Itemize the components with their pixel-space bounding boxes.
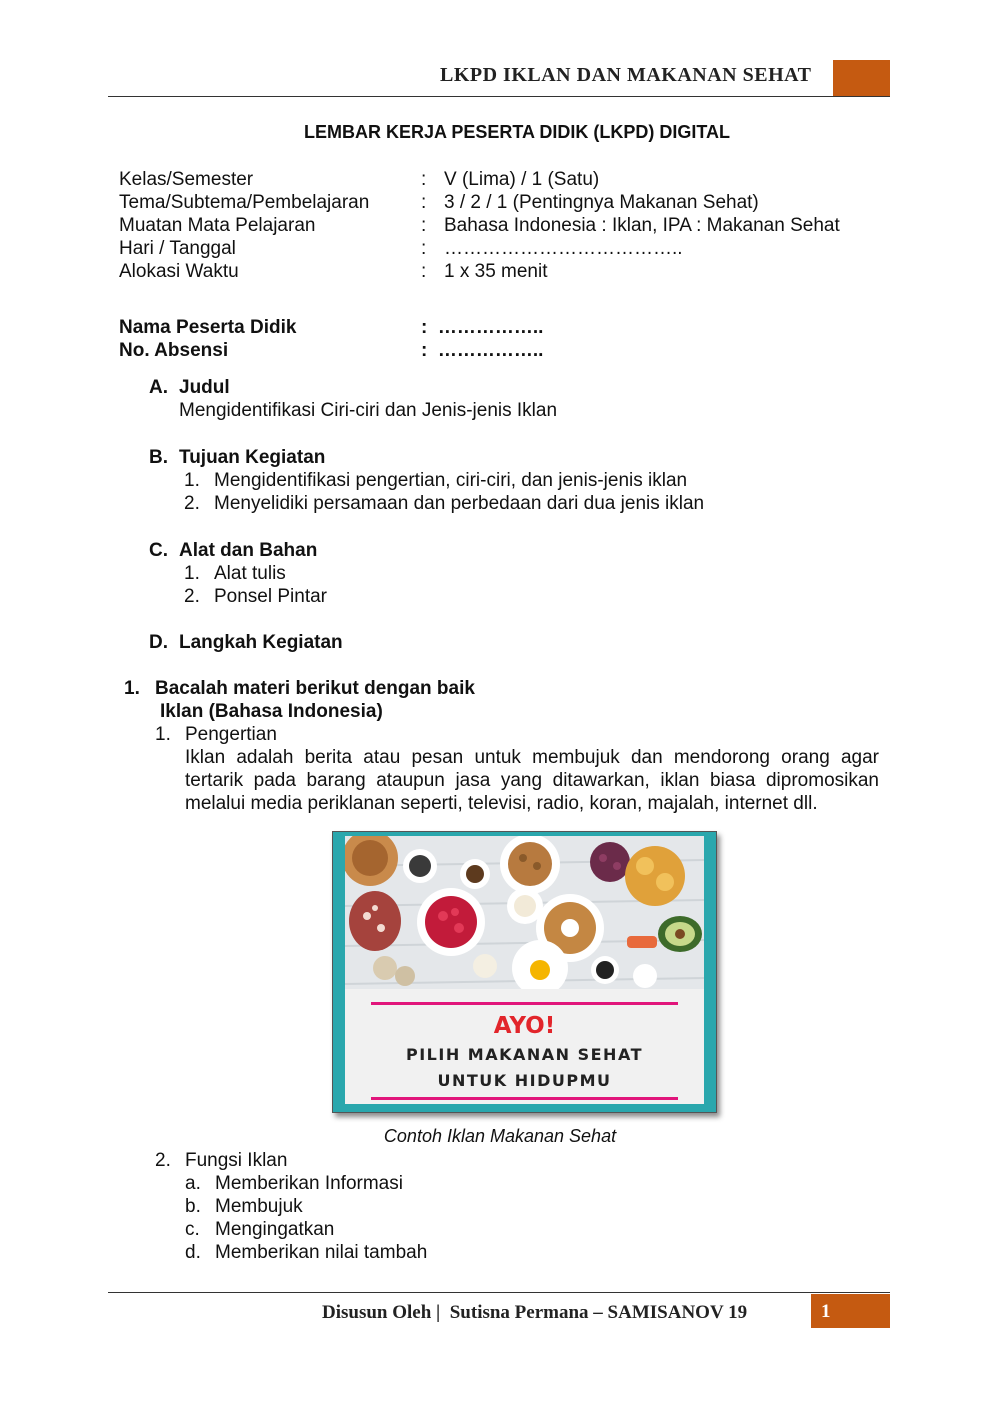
list-number: 1. [155, 724, 171, 745]
section-c-title: Alat dan Bahan [179, 540, 318, 561]
fungsi-title: Fungsi Iklan [185, 1150, 288, 1171]
header-divider [108, 96, 890, 97]
sub-marker: d. [185, 1242, 201, 1263]
student-name-field[interactable]: : …………….. [421, 317, 544, 338]
poster-line-2: UNTUK HIDUPMU [437, 1071, 612, 1090]
pengertian-line: melalui media periklanan seperti, televisi, radio, koran, majalah, internet dll. [185, 793, 818, 814]
list-item: Alat tulis [214, 563, 286, 584]
page-number: 1 [821, 1301, 831, 1322]
info-colon: : [421, 238, 427, 259]
poster-caption: Contoh Iklan Makanan Sehat [383, 1126, 617, 1146]
info-label-kelas: Kelas/Semester [119, 169, 254, 190]
info-value-hari: ……………………………….. [444, 238, 683, 259]
info-label-muatan: Muatan Mata Pelajaran [119, 215, 316, 236]
poster-pink-rule [371, 1097, 678, 1100]
info-label-hari: Hari / Tanggal [119, 238, 236, 259]
student-absen-label: No. Absensi [119, 340, 229, 361]
pengertian-line: tertarik pada barang ataupun jasa yang ditawarkan, iklan biasa dipromosikan [185, 770, 879, 791]
footer-divider [108, 1292, 890, 1293]
pengertian-line: Iklan adalah berita atau pesan untuk membujuk dan mendorong orang agar [185, 747, 879, 768]
info-label-alokasi: Alokasi Waktu [119, 261, 239, 282]
food-photo-illustration [345, 836, 704, 989]
poster-headline: AYO! [493, 1013, 556, 1039]
header-title: LKPD IKLAN DAN MAKANAN SEHAT [440, 64, 812, 86]
section-b-marker: B. [149, 447, 168, 468]
list-item: Mengidentifikasi pengertian, ciri-ciri, dan jenis-jenis iklan [214, 470, 688, 491]
info-colon: : [421, 215, 427, 236]
list-item: Ponsel Pintar [214, 586, 328, 607]
food-photo [345, 836, 704, 989]
info-colon: : [421, 192, 427, 213]
step-1-marker: 1. [124, 678, 140, 699]
info-value-alokasi: 1 x 35 menit [444, 261, 548, 282]
list-number: 2. [184, 586, 200, 607]
list-number: 1. [184, 470, 200, 491]
sub-marker: a. [185, 1173, 201, 1194]
footer-author: Disusun Oleh | Sutisna Permana – SAMISANOV 19 [322, 1302, 748, 1323]
sub-marker: c. [185, 1219, 200, 1240]
list-item: Memberikan nilai tambah [215, 1242, 428, 1263]
list-item: Mengingatkan [215, 1219, 335, 1240]
section-d-marker: D. [149, 632, 168, 653]
section-c-marker: C. [149, 540, 168, 561]
poster-pink-rule [371, 1002, 678, 1005]
sub-marker: b. [185, 1196, 201, 1217]
list-item: Membujuk [215, 1196, 303, 1217]
poster-line-1: PILIH MAKANAN SEHAT [405, 1045, 643, 1064]
list-item: Memberikan Informasi [215, 1173, 403, 1194]
section-a-title: Judul [179, 377, 230, 398]
info-label-tema: Tema/Subtema/Pembelajaran [119, 192, 370, 213]
info-value-kelas: V (Lima) / 1 (Satu) [444, 169, 600, 190]
header-accent-block [833, 60, 890, 96]
step-1-title: Bacalah materi berikut dengan baik [155, 678, 475, 699]
student-absen-field[interactable]: : …………….. [421, 340, 544, 361]
pengertian-title: Pengertian [185, 724, 277, 745]
student-name-label: Nama Peserta Didik [119, 317, 297, 338]
list-number: 2. [184, 493, 200, 514]
info-value-muatan: Bahasa Indonesia : Iklan, IPA : Makanan Sehat [444, 215, 840, 236]
info-value-tema: 3 / 2 / 1 (Pentingnya Makanan Sehat) [444, 192, 759, 213]
section-b-title: Tujuan Kegiatan [179, 447, 326, 468]
info-colon: : [421, 169, 427, 190]
page-number-block [811, 1294, 890, 1328]
section-d-title: Langkah Kegiatan [179, 632, 343, 653]
list-number: 2. [155, 1150, 171, 1171]
healthy-food-ad-poster [332, 831, 717, 1113]
section-a-marker: A. [149, 377, 168, 398]
info-colon: : [421, 261, 427, 282]
poster-text-card [345, 989, 704, 1104]
list-number: 1. [184, 563, 200, 584]
document-title: LEMBAR KERJA PESERTA DIDIK (LKPD) DIGITAL [304, 122, 730, 142]
list-item: Menyelidiki persamaan dan perbedaan dari dua jenis iklan [214, 493, 705, 514]
step-1-subtitle: Iklan (Bahasa Indonesia) [160, 701, 383, 722]
section-a-text: Mengidentifikasi Ciri-ciri dan Jenis-jenis Iklan [179, 400, 558, 421]
